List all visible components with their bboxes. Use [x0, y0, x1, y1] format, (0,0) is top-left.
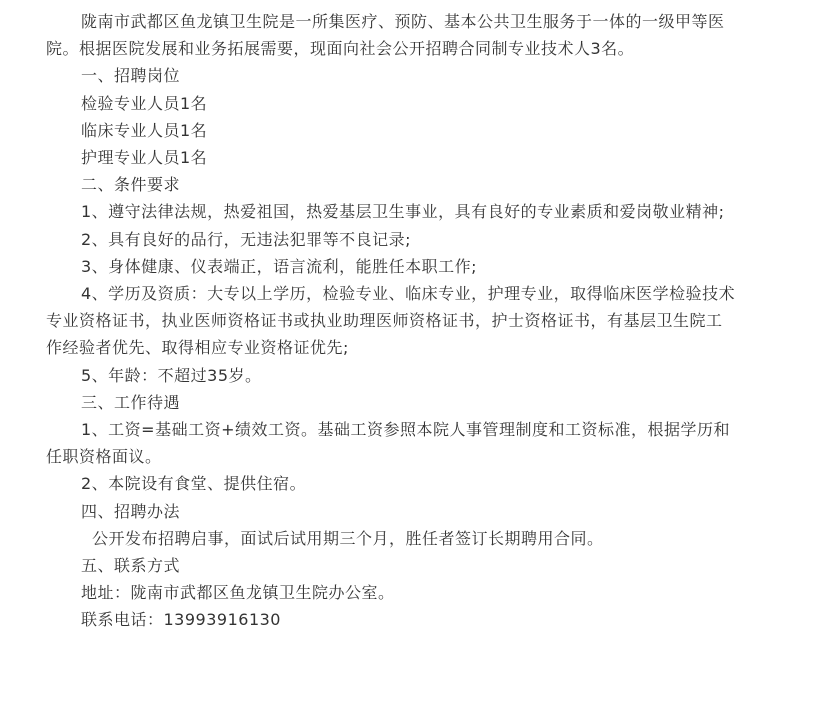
- requirement-item: 4、学历及资质：大专以上学历，检验专业、临床专业，护理专业，取得临床医学检验技术专业资格证书，执业医师资格证书或执业助理医师资格证书，护士资格证书，有基层卫生院工作经验者优先、取得相应专业资格证优先;: [46, 284, 736, 358]
- benefit-item: 2、本院设有食堂、提供住宿。: [81, 474, 307, 494]
- section-heading-requirements: 二、条件要求: [81, 175, 181, 195]
- job-posting-document: [46, 8, 736, 634]
- position-item: 临床专业人员1名: [81, 120, 208, 140]
- section-heading-method: 四、招聘办法: [81, 501, 181, 521]
- contact-phone: 联系电话：13993916130: [81, 610, 281, 630]
- requirement-item: 3、身体健康、仪表端正，语言流利，能胜任本职工作;: [81, 256, 478, 276]
- position-item: 护理专业人员1名: [81, 148, 208, 168]
- requirement-item: 2、具有良好的品行，无违法犯罪等不良记录;: [81, 229, 412, 249]
- intro-paragraph: 陇南市武都区鱼龙镇卫生院是一所集医疗、预防、基本公共卫生服务于一体的一级甲等医院。根据医院发展和业务拓展需要，现面向社会公开招聘合同制专业技术人3名。: [46, 12, 725, 59]
- benefit-item: 1、工资=基础工资+绩效工资。基础工资参照本院人事管理制度和工资标准，根据学历和任职资格面议。: [46, 420, 730, 467]
- section-heading-benefits: 三、工作待遇: [81, 392, 181, 412]
- requirement-item: 1、遵守法律法规，热爱祖国，热爱基层卫生事业，具有良好的专业素质和爱岗敬业精神;: [81, 202, 725, 222]
- section-heading-positions: 一、招聘岗位: [81, 66, 181, 86]
- requirement-item: 5、年龄：不超过35岁。: [81, 365, 262, 385]
- section-heading-contact: 五、联系方式: [81, 556, 181, 576]
- method-item: 公开发布招聘启事，面试后试用期三个月，胜任者签订长期聘用合同。: [92, 528, 604, 548]
- position-item: 检验专业人员1名: [81, 93, 208, 113]
- contact-address: 地址：陇南市武都区鱼龙镇卫生院办公室。: [81, 583, 395, 603]
